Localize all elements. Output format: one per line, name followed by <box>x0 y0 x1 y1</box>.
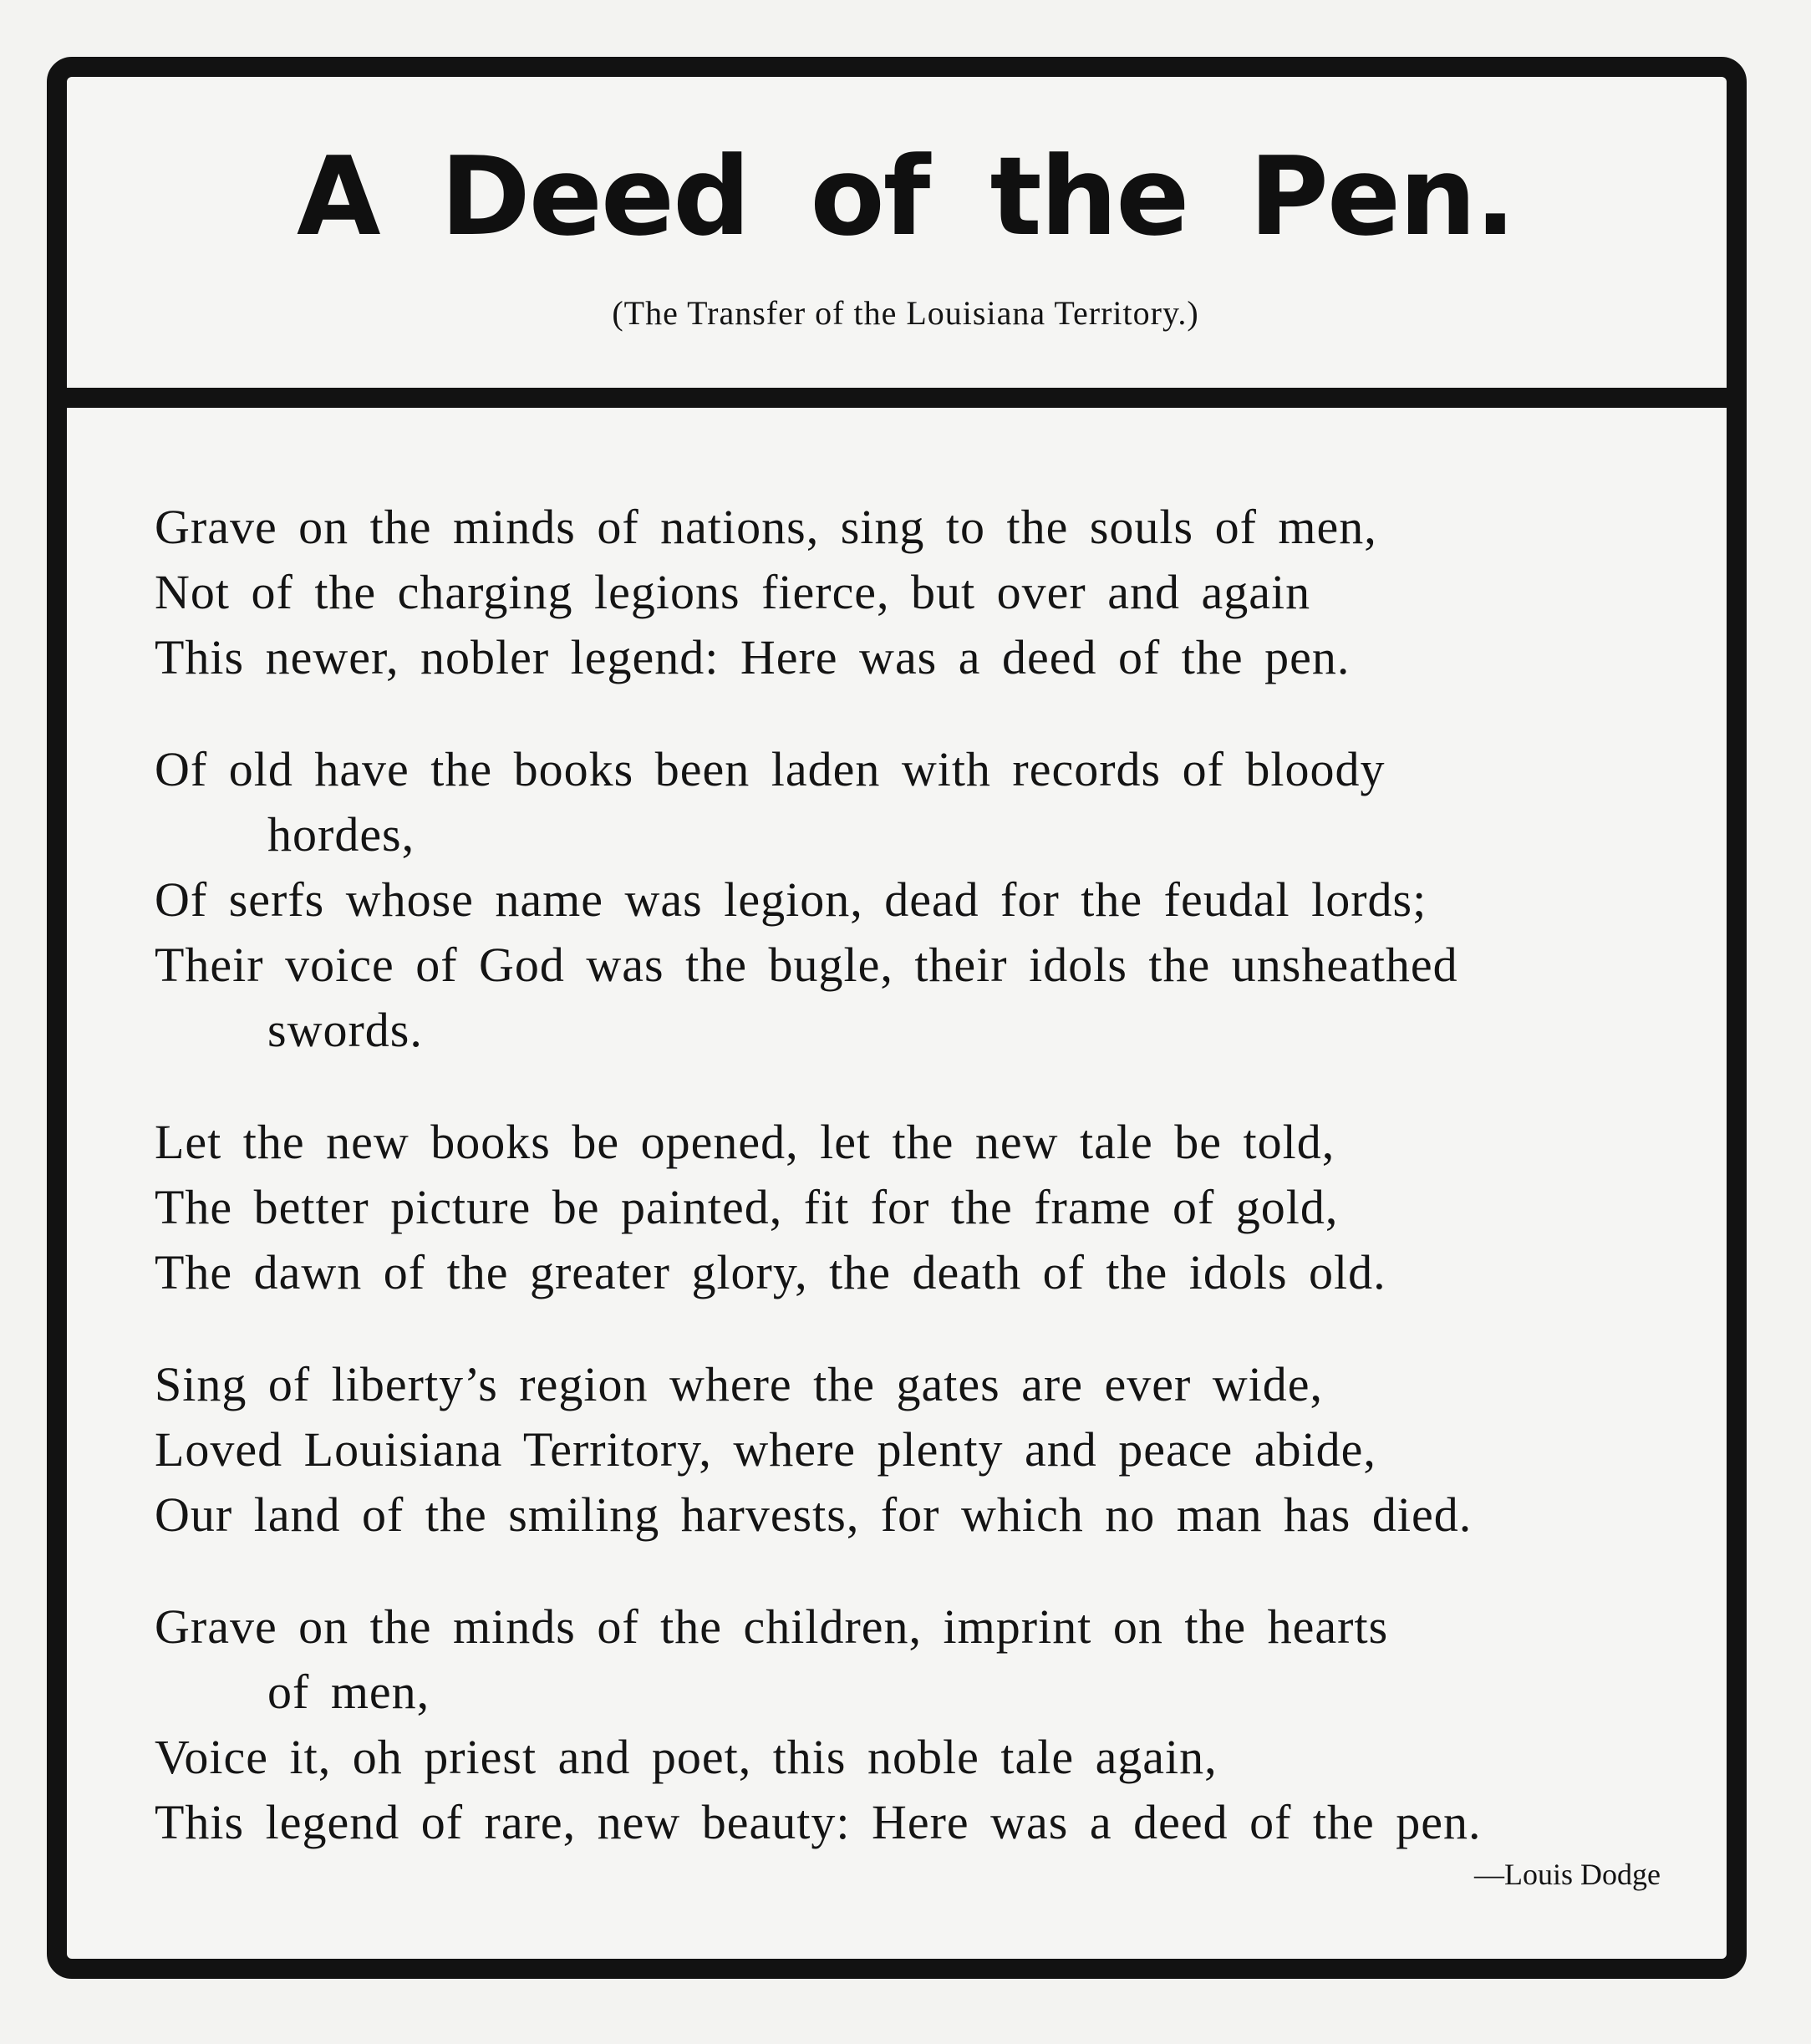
poem-line: Voice it, oh priest and poet, this noble tale again, <box>155 1730 1218 1784</box>
poem-line: Grave on the minds of nations, sing to the souls of men, <box>155 500 1377 554</box>
poem-body <box>155 495 1684 1902</box>
stanza-4 <box>155 1352 1684 1548</box>
poem-line: The dawn of the greater glory, the death of the idols old. <box>155 1245 1386 1299</box>
stanza-3 <box>155 1110 1684 1305</box>
poem-author: —Louis Dodge <box>1474 1858 1661 1891</box>
poem-line: This legend of rare, new beauty: Here was a deed of the pen. <box>155 1795 1482 1849</box>
stanza-1 <box>155 495 1684 690</box>
poem-line: Of serfs whose name was legion, dead for the feudal lords; <box>155 872 1427 927</box>
poem-line: Not of the charging legions fierce, but over and again <box>155 565 1311 619</box>
stanza-5 <box>155 1594 1684 1855</box>
poem-line: The better picture be painted, fit for the frame of gold, <box>155 1180 1339 1234</box>
poem-title: A Deed of the Pen. <box>296 133 1515 260</box>
poem-line: Sing of liberty’s region where the gates are ever wide, <box>155 1357 1324 1411</box>
poem-line: Of old have the books been laden with records of bloody <box>155 742 1386 796</box>
poem-line-continuation: hordes, <box>267 807 415 862</box>
poem-line-continuation: of men, <box>267 1665 430 1719</box>
divider-rule <box>65 388 1737 408</box>
poem-subtitle: (The Transfer of the Louisiana Territory.) <box>612 294 1199 332</box>
poem-line: Our land of the smiling harvests, for which no man has died. <box>155 1487 1473 1542</box>
poem-line: Grave on the minds of the children, imprint on the hearts <box>155 1599 1389 1654</box>
poem-line: Loved Louisiana Territory, where plenty and peace abide, <box>155 1422 1376 1477</box>
poem-line: This newer, nobler legend: Here was a deed of the pen. <box>155 630 1351 684</box>
poem-line-continuation: swords. <box>267 1003 423 1057</box>
poem-line: Their voice of God was the bugle, their idols the unsheathed <box>155 938 1458 992</box>
poem-line: Let the new books be opened, let the new tale be told, <box>155 1115 1335 1169</box>
stanza-2 <box>155 737 1684 1063</box>
